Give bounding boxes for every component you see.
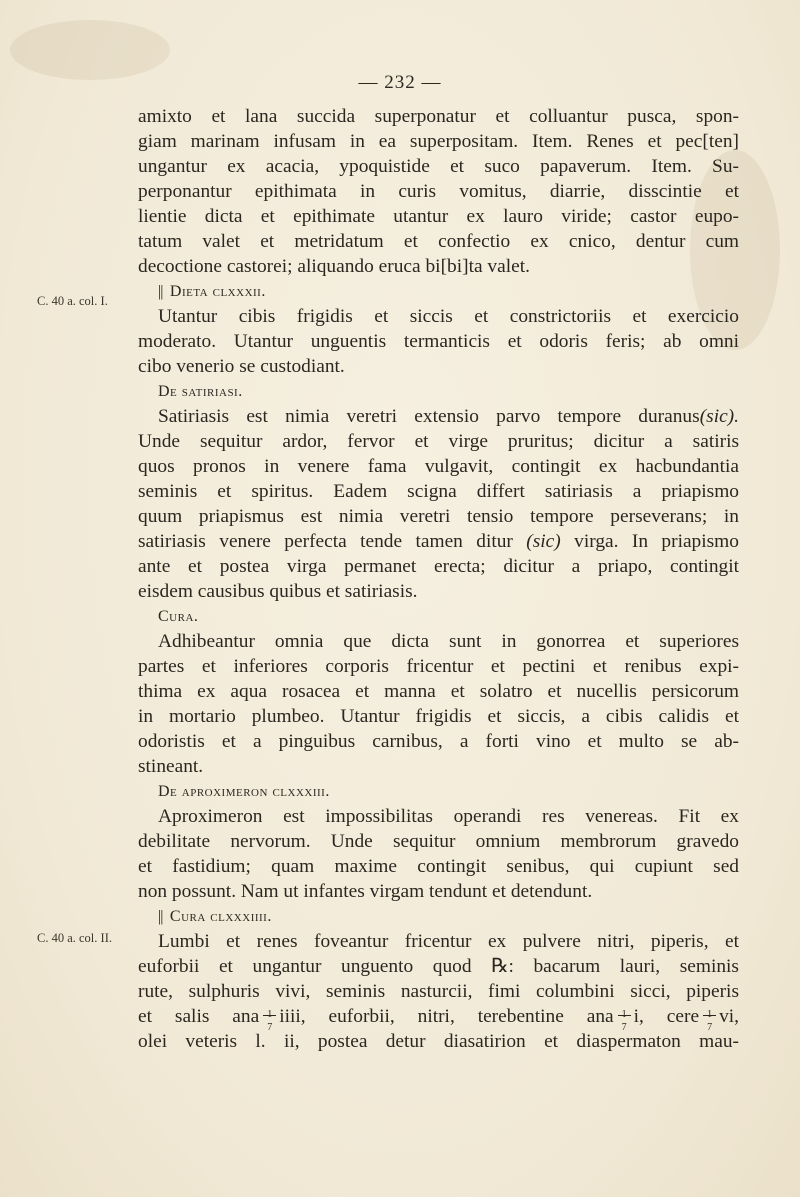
- text-line: non possunt. Nam ut infantes virgam tendunt et detendunt.: [138, 881, 593, 902]
- sic-note: (sic): [526, 531, 561, 552]
- text-span: satiriasis venere perfecta tende tamen ditur: [138, 531, 513, 552]
- margin-reference: C. 40 a. col. II.: [37, 931, 112, 945]
- text-line: tatum valet et metridatum et confectio ex cnico, dentur cum: [138, 231, 739, 252]
- text-line: perponantur epithimata in curis vomitus, diarrie, disscintie et: [138, 181, 739, 202]
- text-line: olei veteris l. ii, postea detur diasatirion et diaspermaton mau-: [138, 1031, 739, 1052]
- fraction-symbol: 7: [702, 1006, 716, 1026]
- text-line: [138, 954, 739, 979]
- text-line: partes et inferiores corporis fricentur et pectini et renibus expi-: [138, 656, 739, 677]
- text-span: Satiriasis est nimia veretri extensio parvo tempore duranus: [158, 406, 700, 427]
- column-break-marker: ||: [158, 283, 163, 300]
- text-span: virga. In priapismo: [574, 531, 739, 552]
- text-line: amixto et lana succida superponatur et colluantur pusca, spon-: [138, 106, 739, 127]
- heading-text: Cura.: [158, 608, 199, 625]
- text-line: ante et postea virga permanet erecta; dicitur a priapo, contingit: [138, 556, 739, 577]
- text-line: stineant.: [138, 756, 204, 777]
- sic-note: (sic).: [699, 406, 739, 427]
- heading-text: Dieta clxxxii.: [169, 283, 266, 300]
- body-text: [138, 104, 739, 1054]
- text-span: euforbii et ungantur unguento quod: [138, 956, 472, 977]
- text-line: in mortario plumbeo. Utantur frigidis et siccis, a cibis calidis et: [138, 706, 739, 727]
- text-span: iiii, euforbii, nitri, terebentine ana: [279, 1006, 614, 1027]
- text-line: et fastidium; quam maxime contingit senibus, qui cupiunt sed: [138, 856, 739, 877]
- column-break-marker: ||: [158, 908, 163, 925]
- text-line: Utantur cibis frigidis et siccis et constrictoriis et exercicio: [158, 306, 739, 327]
- text-line: moderato. Utantur unguentis termanticis et odoris feris; ab omni: [138, 331, 739, 352]
- text-line: cibo venerio se custodiant.: [138, 356, 345, 377]
- text-line: Unde sequitur ardor, fervor et virge pruritus; dicitur a satiris: [138, 431, 739, 452]
- text-line: Adhibeantur omnia que dicta sunt in gonorrea et superiores: [158, 631, 739, 652]
- text-line: quos pronos in venere fama vulgavit, contingit ex hacbundantia: [138, 456, 739, 477]
- margin-reference: C. 40 a. col. I.: [37, 294, 108, 308]
- text-line: Aproximeron est impossibilitas operandi res venereas. Fit ex: [158, 806, 739, 827]
- page-number: — 232 —: [358, 72, 442, 93]
- text-line: rute, sulphuris vivi, seminis nasturcii, fimi columbini sicci, piperis: [138, 981, 739, 1002]
- text-line: [138, 529, 739, 554]
- text-span: : bacarum lauri, seminis: [508, 956, 739, 977]
- text-line: giam marinam infusam in ea superpositam. Item. Renes et pec[ten]: [138, 131, 739, 152]
- text-line: [138, 404, 739, 429]
- section-heading: [138, 379, 739, 404]
- section-heading: [138, 279, 739, 304]
- fraction-symbol: 7: [262, 1006, 276, 1026]
- text-line: decoctione castorei; aliquando eruca bi[bi]ta valet.: [138, 256, 530, 277]
- text-line: ungantur ex acacia, ypoquistide et suco papaverum. Item. Su-: [138, 156, 739, 177]
- text-line: Lumbi et renes foveantur fricentur ex pulvere nitri, piperis, et: [158, 931, 739, 952]
- heading-text: De satiriasi.: [158, 383, 243, 400]
- section-heading: [138, 779, 739, 804]
- fraction-symbol: 7: [617, 1006, 631, 1026]
- text-line: odoristis et a pinguibus carnibus, a forti vino et multo se ab-: [138, 731, 739, 752]
- heading-text: Cura clxxxiiii.: [169, 908, 272, 925]
- heading-text: De aproximeron clxxxiii.: [158, 783, 330, 800]
- section-heading: [138, 604, 739, 629]
- text-line: eisdem causibus quibus et satiriasis.: [138, 581, 418, 602]
- text-span: et salis ana: [138, 1006, 260, 1027]
- text-line: thima ex aqua rosacea et manna et solatro et nucellis persicorum: [138, 681, 739, 702]
- text-line: quum priapismus est nimia veretri tensio tempore perseverans; in: [138, 506, 739, 527]
- text-line: [138, 1004, 739, 1033]
- text-line: seminis et spiritus. Eadem scigna differt satiriasis a priapismo: [138, 481, 739, 502]
- text-span: i, cere: [633, 1006, 700, 1027]
- recipe-symbol: ℞: [491, 956, 509, 977]
- text-span: vi,: [719, 1006, 739, 1027]
- text-line: debilitate nervorum. Unde sequitur omnium membrorum gravedo: [138, 831, 739, 852]
- paper-stain: [10, 20, 170, 80]
- text-line: lientie dicta et epithimate utantur ex lauro viride; castor eupo-: [138, 206, 739, 227]
- section-heading: [138, 904, 739, 929]
